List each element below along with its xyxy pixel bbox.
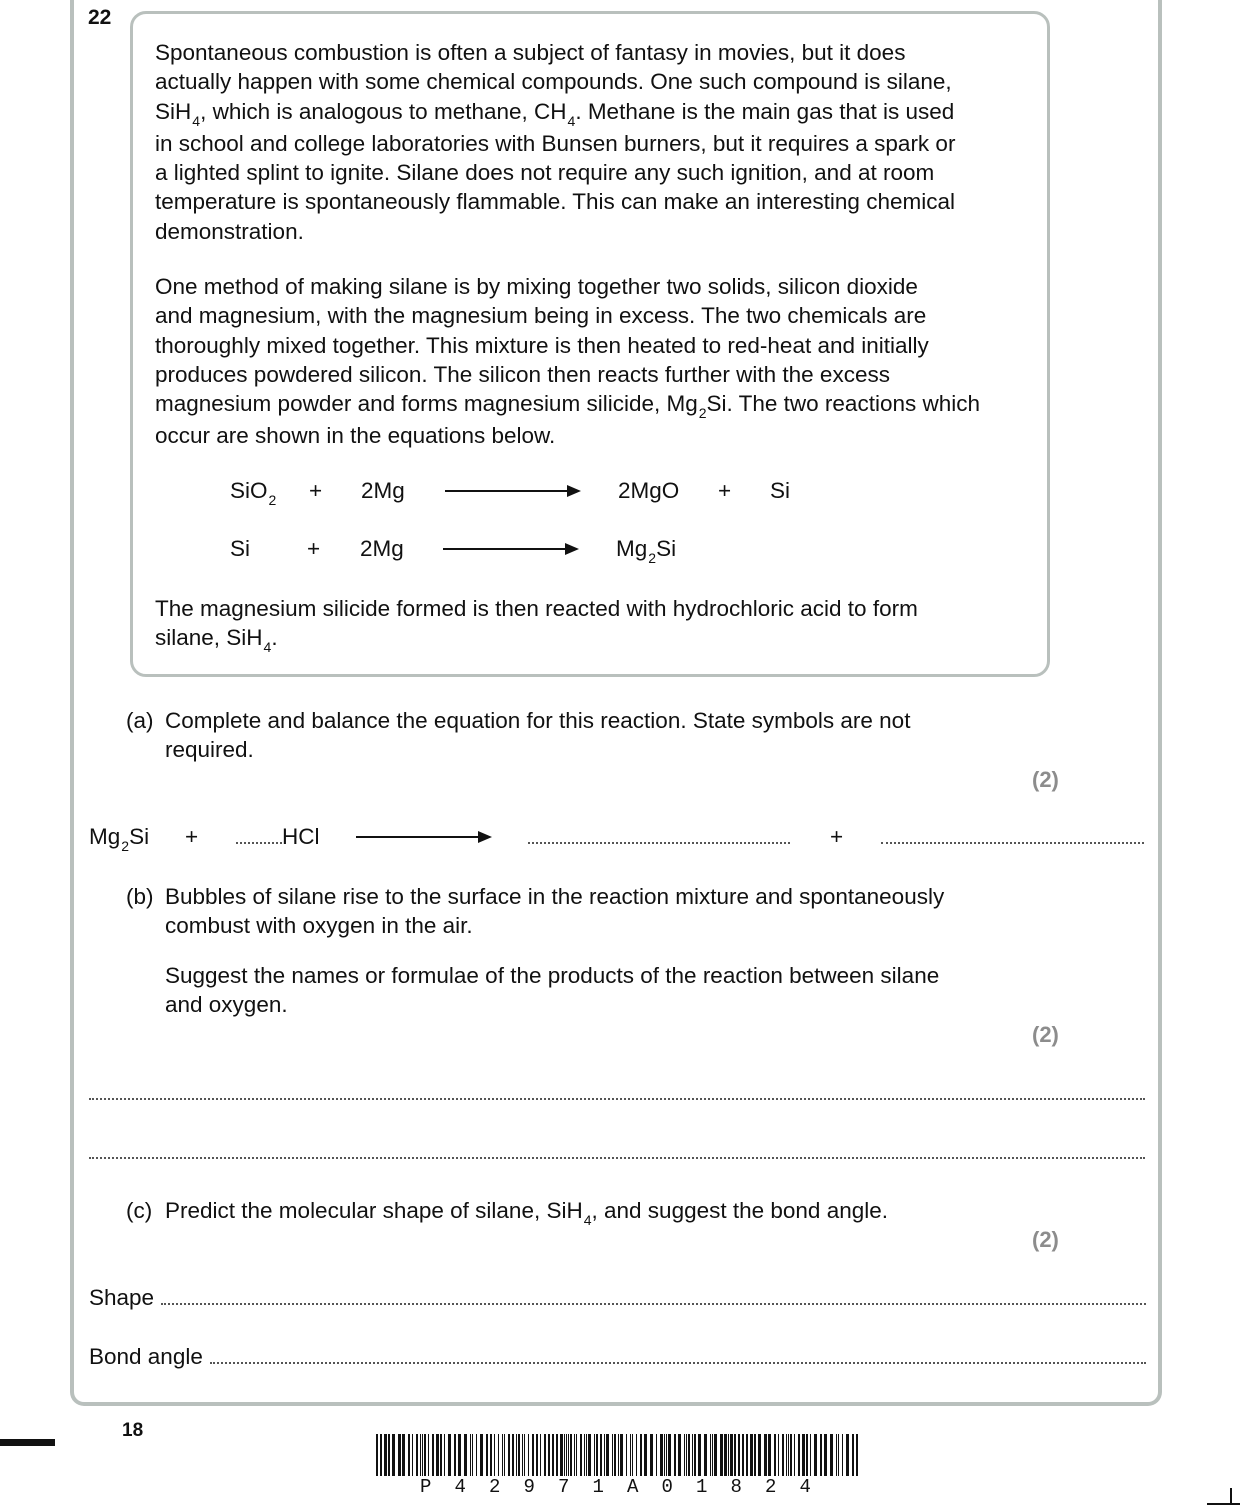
barcode-bar — [594, 1434, 595, 1476]
barcode-bar — [392, 1434, 395, 1476]
eq1-plus-2: + — [718, 478, 732, 503]
intro-line: silane, SiH$_4$. — [155, 625, 278, 656]
barcode-bar — [842, 1434, 843, 1476]
barcode-bar — [758, 1434, 761, 1476]
barcode-digit: A — [627, 1476, 639, 1498]
part-b-label: (b) — [126, 884, 154, 909]
bond-angle-answer-line[interactable] — [210, 1362, 1146, 1364]
barcode-bar — [782, 1434, 784, 1476]
shape-answer-line[interactable] — [161, 1303, 1146, 1305]
barcode-bar — [746, 1434, 748, 1476]
barcode-bar — [600, 1434, 602, 1476]
barcode-bar — [852, 1434, 854, 1476]
eq1-arrow-line — [445, 490, 569, 492]
barcode-bar — [798, 1434, 800, 1476]
barcode-bar — [586, 1434, 587, 1476]
part-b-question-1: Bubbles of silane rise to the surface in the reaction mixture and spontaneously combust with oxygen in the air. — [165, 884, 945, 939]
barcode-bar — [528, 1434, 529, 1476]
part-b-question-2: Suggest the names or formulae of the products of the reaction between silane and oxygen. — [165, 963, 940, 1018]
barcode-bar — [794, 1434, 795, 1476]
barcode-bar — [724, 1434, 727, 1476]
barcode-bar — [428, 1434, 429, 1476]
eq2-arrow-head — [565, 543, 579, 555]
intro-line: a lighted splint to ignite. Silane does not require any such ignition, and at room — [155, 160, 935, 186]
barcode-bar — [786, 1434, 787, 1476]
barcode-bar — [710, 1434, 711, 1476]
barcode-bar — [532, 1434, 534, 1476]
barcode-bar — [614, 1434, 616, 1476]
barcode-bar — [742, 1434, 744, 1476]
barcode-bar — [584, 1434, 585, 1476]
part-a-marks: (2) — [1032, 767, 1059, 792]
barcode-digit: 4 — [799, 1476, 811, 1498]
part-b-marks: (2) — [1032, 1022, 1059, 1047]
intro-paragraph-1 — [155, 38, 1035, 246]
hcl-coefficient-blank[interactable] — [236, 842, 282, 844]
barcode-bar — [570, 1434, 572, 1476]
barcode-bar — [518, 1434, 520, 1476]
intro-line: demonstration. — [155, 218, 304, 244]
part-c-marks: (2) — [1032, 1227, 1059, 1252]
eq2-reactant-1: Si — [230, 536, 251, 561]
barcode-bar — [636, 1434, 637, 1476]
margin-marker — [0, 1439, 55, 1446]
barcode-digit: 1 — [696, 1476, 708, 1498]
barcode-bar — [704, 1434, 707, 1476]
barcode-bar — [714, 1434, 717, 1476]
barcode-digit: 9 — [523, 1476, 535, 1498]
barcode-bar — [440, 1434, 442, 1476]
barcode-bar — [420, 1434, 421, 1476]
barcode-bar — [606, 1434, 609, 1476]
barcode-bar — [802, 1434, 805, 1476]
part-b-answer-line-1[interactable] — [89, 1098, 1145, 1100]
barcode-bar — [470, 1434, 471, 1476]
eq1-reactant-1: SiO$_2$ — [230, 478, 277, 508]
part-a-plus: + — [185, 824, 199, 849]
barcode-bar — [820, 1434, 822, 1476]
barcode-bar — [508, 1434, 510, 1476]
barcode-bar — [416, 1434, 418, 1476]
barcode-bar — [522, 1434, 523, 1476]
barcode-bar — [754, 1434, 756, 1476]
barcode-bar — [588, 1434, 591, 1476]
intro-line: SiH$_4$, which is analogous to methane, $CH_4$. Methane is the main gas that is used — [155, 98, 955, 129]
barcode-bar — [678, 1434, 681, 1476]
part-c-label: (c) — [126, 1198, 153, 1223]
intro-line: actually happen with some chemical compounds. One such compound is silane, — [155, 69, 952, 95]
barcode-digit: 8 — [730, 1476, 742, 1498]
barcode-bar — [422, 1434, 423, 1476]
barcode-bar — [750, 1434, 753, 1476]
barcode-bar — [458, 1434, 461, 1476]
barcode-bar — [490, 1434, 492, 1476]
barcode-bar — [564, 1434, 565, 1476]
intro-line: Spontaneous combustion is often a subject of fantasy in movies, but it does — [155, 40, 906, 65]
barcode-bar — [810, 1434, 811, 1476]
barcode-bar — [556, 1434, 558, 1476]
barcode-bar — [560, 1434, 563, 1476]
part-a-arrow-head — [478, 831, 492, 843]
part-a-label: (a) — [126, 708, 154, 733]
barcode-bar — [384, 1434, 387, 1476]
barcode-bar — [574, 1434, 575, 1476]
barcode-bar — [412, 1434, 413, 1476]
intro-paragraph-2 — [155, 272, 1035, 451]
barcode-bar — [448, 1434, 451, 1476]
barcode-bar — [486, 1434, 488, 1476]
barcode-digit: P — [420, 1476, 432, 1498]
barcode-bar — [612, 1434, 613, 1476]
barcode-bar — [424, 1434, 426, 1476]
barcode-bar — [552, 1434, 554, 1476]
barcode-bar — [454, 1434, 456, 1476]
barcode-digits — [420, 1476, 840, 1500]
barcode-bar — [806, 1434, 808, 1476]
barcode-bar — [846, 1434, 849, 1476]
barcode-bar — [408, 1434, 410, 1476]
eq1-arrow-head — [567, 485, 581, 497]
corner-mark-h — [1207, 1503, 1240, 1505]
barcode-bar — [734, 1434, 736, 1476]
barcode-bar — [480, 1434, 483, 1476]
barcode-digit: 0 — [661, 1476, 673, 1498]
intro-line: temperature is spontaneously flammable. This can make an interesting chemical — [155, 189, 955, 215]
barcode-bar — [720, 1434, 723, 1476]
barcode-bar — [692, 1434, 693, 1476]
bond-angle-label: Bond angle — [89, 1344, 203, 1369]
eq1-product-1: 2MgO — [618, 478, 680, 503]
barcode — [376, 1434, 862, 1480]
eq1-reactant-2: 2Mg — [361, 478, 405, 503]
intro-line: magnesium powder and forms magnesium silicide, $Mg_2Si$. The two reactions which — [155, 391, 980, 422]
barcode-bar — [774, 1434, 776, 1476]
barcode-bar — [838, 1434, 839, 1476]
intro-line: in school and college laboratories with Bunsen burners, but it requires a spark or — [155, 130, 956, 156]
barcode-bar — [674, 1434, 676, 1476]
barcode-bar — [630, 1434, 631, 1476]
product-2-answer-blank[interactable] — [881, 842, 1144, 844]
barcode-bar — [544, 1434, 546, 1476]
barcode-bar — [778, 1434, 779, 1476]
barcode-bar — [540, 1434, 541, 1476]
eq2-plus: + — [307, 536, 321, 561]
barcode-bar — [640, 1434, 642, 1476]
barcode-bar — [790, 1434, 792, 1476]
barcode-bar — [388, 1434, 390, 1476]
eq2-arrow-line — [443, 548, 567, 550]
eq1-plus: + — [309, 478, 323, 503]
barcode-bar — [656, 1434, 657, 1476]
barcode-bar — [576, 1434, 577, 1476]
barcode-bar — [814, 1434, 817, 1476]
barcode-bar — [436, 1434, 439, 1476]
intro-line: and magnesium, with the magnesium being in excess. The two chemicals are — [155, 303, 927, 329]
product-1-answer-blank[interactable] — [528, 842, 790, 844]
barcode-bar — [836, 1434, 837, 1476]
eq1-product-2: Si — [770, 478, 791, 503]
barcode-digit: 2 — [489, 1476, 501, 1498]
page-number: 18 — [122, 1420, 144, 1441]
barcode-bar — [824, 1434, 827, 1476]
barcode-bar — [536, 1434, 538, 1476]
barcode-bar — [626, 1434, 627, 1476]
barcode-bar — [568, 1434, 569, 1476]
barcode-bar — [618, 1434, 619, 1476]
barcode-bar — [768, 1434, 771, 1476]
eq2-reactant-2: 2Mg — [360, 536, 404, 561]
barcode-bar — [788, 1434, 789, 1476]
barcode-digit: 2 — [765, 1476, 777, 1498]
part-c-question: Predict the molecular shape of silane, SiH$_4$, and suggest the bond angle. — [165, 1198, 889, 1228]
intro-paragraph-3 — [155, 594, 1035, 656]
part-a-reactant-2: HCl — [282, 824, 320, 849]
barcode-bar — [524, 1434, 525, 1476]
barcode-bar — [620, 1434, 623, 1476]
barcode-bar — [494, 1434, 495, 1476]
barcode-bar — [548, 1434, 550, 1476]
intro-line: One method of making silane is by mixing together two solids, silicon dioxide — [155, 274, 918, 299]
barcode-bar — [712, 1434, 713, 1476]
barcode-bar — [604, 1434, 605, 1476]
barcode-bar — [738, 1434, 740, 1476]
barcode-bar — [764, 1434, 767, 1476]
barcode-bar — [566, 1434, 567, 1476]
barcode-digit: 1 — [592, 1476, 604, 1498]
part-a-plus-2: + — [830, 824, 844, 849]
barcode-bar — [472, 1434, 473, 1476]
barcode-bar — [650, 1434, 653, 1476]
barcode-bar — [684, 1434, 685, 1476]
barcode-bar — [698, 1434, 701, 1476]
eq2-product: $Mg_2Si$ — [616, 536, 677, 566]
barcode-bar — [830, 1434, 833, 1476]
barcode-bar — [498, 1434, 499, 1476]
barcode-bar — [596, 1434, 598, 1476]
intro-line: The magnesium silicide formed is then reacted with hydrochloric acid to form — [155, 596, 918, 621]
barcode-bar — [504, 1434, 505, 1476]
intro-line: occur are shown in the equations below. — [155, 423, 556, 449]
barcode-bar — [376, 1434, 378, 1476]
barcode-bar — [666, 1434, 667, 1476]
barcode-bar — [476, 1434, 477, 1476]
barcode-bar — [444, 1434, 445, 1476]
barcode-bar — [644, 1434, 647, 1476]
question-number: 22 — [88, 6, 112, 29]
barcode-bar — [688, 1434, 690, 1476]
barcode-bar — [632, 1434, 633, 1476]
part-a-reactant-1: $Mg_2Si$ — [89, 824, 150, 854]
barcode-bar — [512, 1434, 514, 1476]
barcode-bar — [668, 1434, 671, 1476]
intro-line: thoroughly mixed together. This mixture is then heated to red-heat and initially — [155, 332, 929, 358]
barcode-digit: 4 — [454, 1476, 466, 1498]
barcode-bar — [402, 1434, 405, 1476]
barcode-digit: 7 — [558, 1476, 570, 1498]
part-a-question: Complete and balance the equation for this reaction. State symbols are not required. — [165, 708, 911, 763]
corner-mark-v — [1230, 1488, 1232, 1505]
part-b-answer-line-2[interactable] — [89, 1157, 1145, 1159]
barcode-bar — [660, 1434, 663, 1476]
barcode-bar — [730, 1434, 733, 1476]
barcode-bar — [580, 1434, 582, 1476]
barcode-bar — [856, 1434, 858, 1476]
intro-line: produces powdered silicon. The silicon then reacts further with the excess — [155, 361, 890, 387]
barcode-bar — [694, 1434, 696, 1476]
shape-label: Shape — [89, 1285, 155, 1310]
barcode-bar — [432, 1434, 434, 1476]
barcode-bar — [686, 1434, 687, 1476]
barcode-bar — [464, 1434, 467, 1476]
barcode-bar — [516, 1434, 517, 1476]
barcode-bar — [664, 1434, 665, 1476]
barcode-bar — [380, 1434, 382, 1476]
barcode-bar — [398, 1434, 401, 1476]
part-a-arrow-line — [356, 836, 480, 838]
barcode-bar — [502, 1434, 503, 1476]
barcode-bar — [728, 1434, 729, 1476]
